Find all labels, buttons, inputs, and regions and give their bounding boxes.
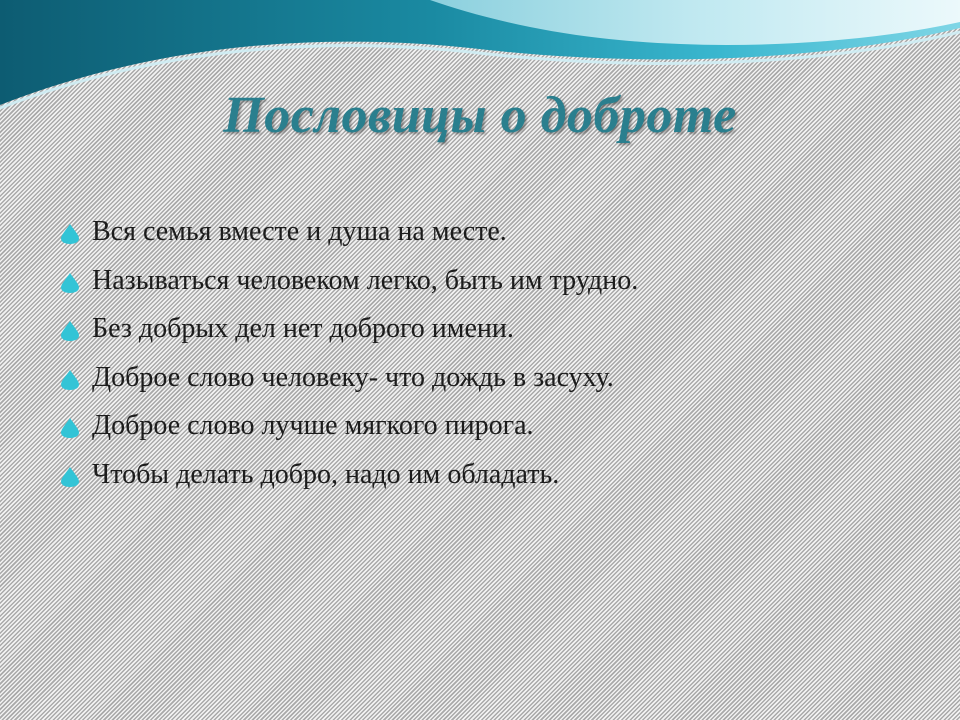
- list-item-text: Вся семья вместе и душа на месте.: [92, 216, 507, 247]
- list-item-text: Доброе слово лучше мягкого пирога.: [92, 410, 534, 441]
- proverb-list: [58, 214, 918, 505]
- list-item: [58, 360, 918, 409]
- list-item-text: Доброе слово человеку- что дождь в засуху.: [92, 361, 614, 393]
- drop-bullet-icon: [58, 369, 82, 391]
- list-item-text: Чтобы делать добро, надо им обладать.: [92, 458, 560, 490]
- list-item: [58, 214, 918, 263]
- drop-bullet-icon: [58, 320, 82, 342]
- drop-bullet-icon: [58, 417, 82, 439]
- slide-title: Пословицы о доброте: [223, 87, 737, 144]
- list-item: [58, 263, 918, 312]
- list-item-text: Называться человеком легко, быть им трудно.: [92, 264, 639, 296]
- list-item: [58, 457, 918, 506]
- list-item: [58, 311, 918, 360]
- list-item: [58, 408, 918, 457]
- drop-bullet-icon: [58, 272, 82, 294]
- list-item-text: Без добрых дел нет доброго имени.: [92, 313, 514, 344]
- drop-bullet-icon: [58, 223, 82, 245]
- drop-bullet-icon: [58, 466, 82, 488]
